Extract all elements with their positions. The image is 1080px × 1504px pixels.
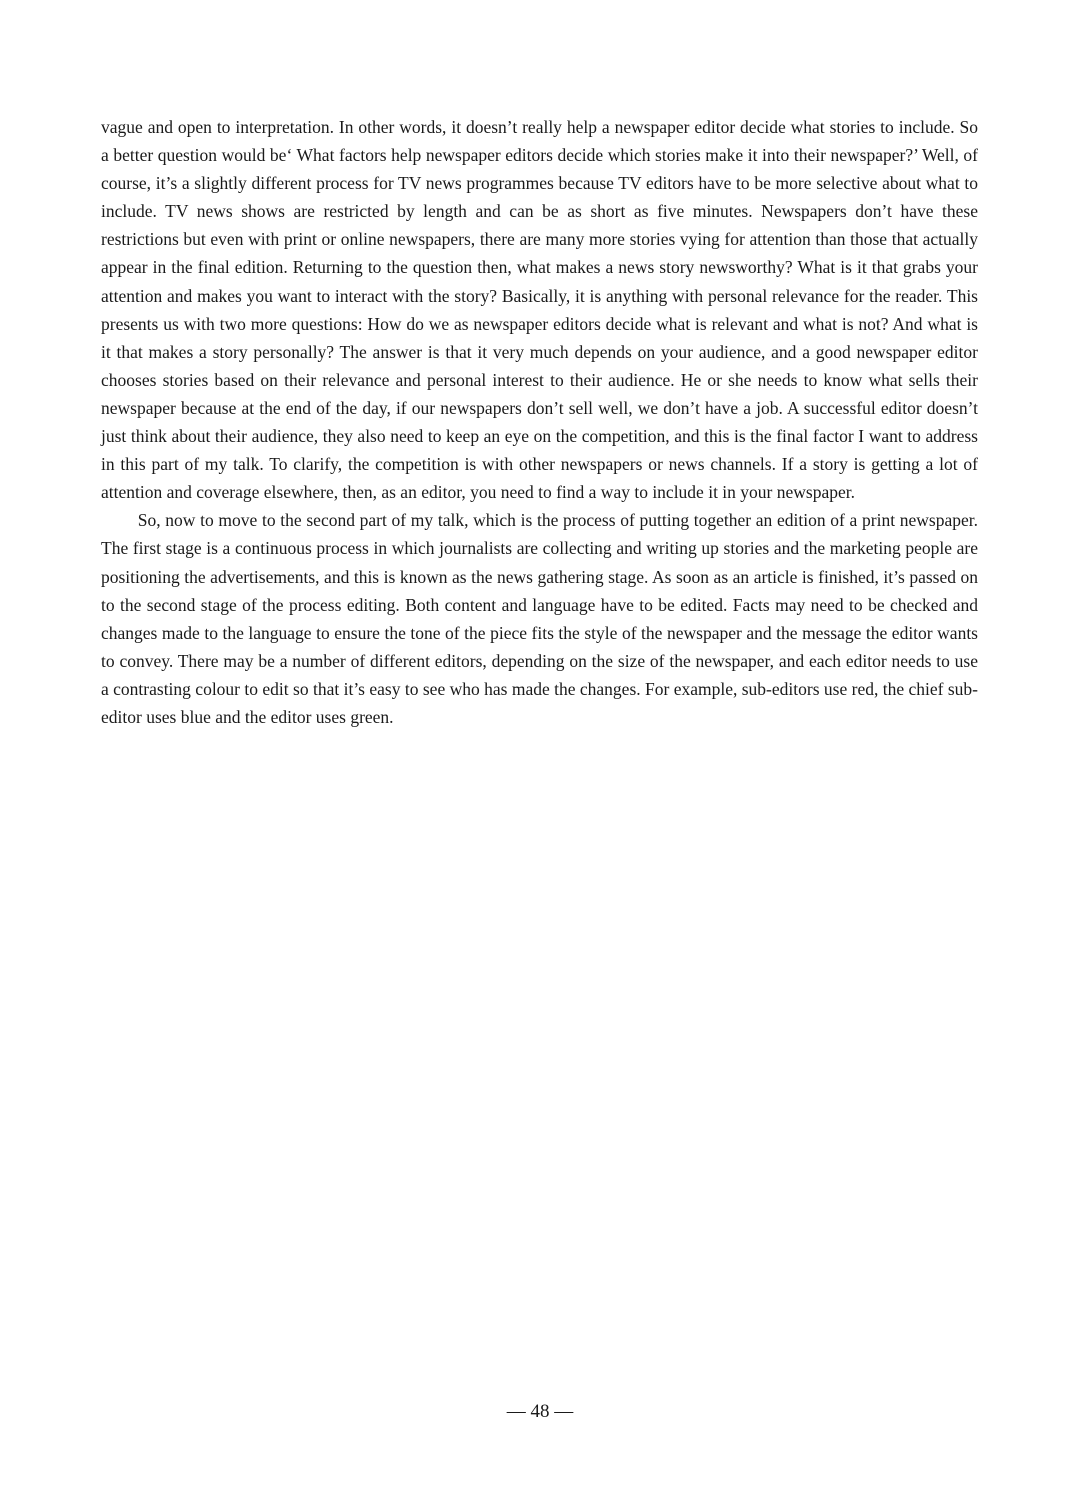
- paragraph-continued: vague and open to interpretation. In other words, it doesn’t really help a newspaper editor decide what stories to include. So a better question would be‘ What factors help newspaper editors decide which stories make it into their newspaper?’ Well, of course, it’s a slightly different process for TV news programmes because TV editors have to be more selective about what to include. TV news shows are restricted by length and can be as short as five minutes. Newspapers don’t have these restrictions but even with print or online newspapers, there are many more stories vying for attention than those that actually appear in the final edition. Returning to the question then, what makes a news story newsworthy? What is it that grabs your attention and makes you want to interact with the story? Basically, it is anything with personal relevance for the reader. This presents us with two more questions: How do we as newspaper editors decide what is relevant and what is not? And what is it that makes a story personally? The answer is that it very much depends on your audience, and a good newspaper editor chooses stories based on their relevance and personal interest to their audience. He or she needs to know what sells their newspaper because at the end of the day, if our newspapers don’t sell well, we don’t have a job. A successful editor doesn’t just think about their audience, they also need to keep an eye on the competition, and this is the final factor I want to address in this part of my talk. To clarify, the competition is with other newspapers or news channels. If a story is getting a lot of attention and coverage elsewhere, then, as an editor, you need to find a way to include it in your newspaper.: [101, 117, 978, 503]
- paragraph-newspaper-process: So, now to move to the second part of my talk, which is the process of putting together an edition of a print newspaper. The first stage is a continuous process in which journalists are collecting and writing up stories and the marketing people are positioning the advertisements, and this is known as the news gathering stage. As soon as an article is finished, it’s passed on to the second stage of the process editing. Both content and language have to be edited. Facts may need to be checked and changes made to the language to ensure the tone of the piece fits the style of the newspaper and the message the editor wants to convey. There may be a number of different editors, depending on the size of the newspaper, and each editor needs to use a contrasting colour to edit so that it’s easy to see who has made the changes. For example, sub-editors use red, the chief sub-editor uses blue and the editor uses green.: [101, 510, 978, 727]
- body-text: [101, 113, 978, 731]
- page-number: — 48 —: [506, 1401, 574, 1422]
